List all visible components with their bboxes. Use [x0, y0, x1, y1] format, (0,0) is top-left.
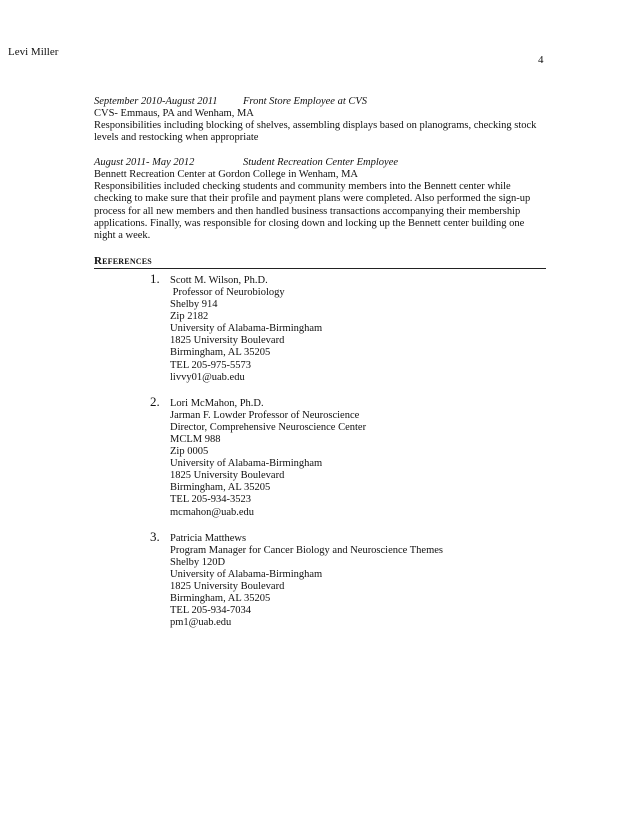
job-entry — [94, 96, 546, 144]
reference-line: Shelby 120D — [170, 556, 226, 568]
reference-number: 3. — [150, 528, 160, 544]
reference-email: mcmahon@uab.edu — [170, 506, 255, 518]
reference-line: 1825 University Boulevard — [170, 470, 285, 482]
reference-line: Zip 0005 — [170, 446, 209, 458]
reference-line: Shelby 914 — [170, 299, 218, 311]
job-entry — [94, 157, 546, 242]
reference-phone: TEL 205-934-3523 — [170, 494, 251, 506]
job-description — [94, 181, 546, 241]
job-dates: August 2011- May 2012 — [94, 157, 195, 169]
header-name: Levi Miller — [8, 46, 59, 58]
reference-line: 1825 University Boulevard — [170, 335, 285, 347]
reference-email: livvy01@uab.edu — [170, 371, 245, 383]
description-line: night a week. — [94, 229, 151, 241]
reference-item — [150, 528, 546, 630]
references-heading-text: References — [94, 254, 152, 267]
reference-details — [170, 275, 546, 384]
description-line: applications. Finally, was responsible for closing down and locking up the Bennett center building one — [94, 217, 525, 229]
reference-phone: TEL 205-975-5573 — [170, 359, 251, 371]
resume-content — [94, 96, 546, 643]
job-location: Bennett Recreation Center at Gordon College in Wenham, MA — [94, 169, 359, 181]
reference-name: Patricia Matthews — [170, 532, 247, 544]
references-heading — [94, 255, 546, 269]
description-line: checking to make sure that their profile and payment plans were completed. Also performed the sign-up — [94, 193, 531, 205]
reference-line: Director, Comprehensive Neuroscience Center — [170, 421, 367, 433]
reference-number: 1. — [150, 270, 160, 286]
reference-details — [170, 533, 546, 630]
reference-line: Jarman F. Lowder Professor of Neuroscience — [170, 409, 360, 421]
reference-item — [150, 393, 546, 519]
reference-phone: TEL 205-934-7034 — [170, 605, 251, 617]
reference-name: Lori McMahon, Ph.D. — [170, 397, 264, 409]
reference-line: Professor of Neurobiology — [170, 286, 285, 298]
reference-number: 2. — [150, 393, 160, 409]
job-title: Front Store Employee at CVS — [243, 96, 368, 107]
description-line: process for all new members and then handled business transactions accompanying their membership — [94, 205, 521, 217]
reference-line: MCLM 988 — [170, 433, 221, 445]
reference-line: University of Alabama-Birmingham — [170, 458, 323, 470]
page-number: 4 — [538, 54, 544, 66]
reference-item — [150, 270, 546, 384]
job-header — [94, 96, 546, 108]
reference-line: University of Alabama-Birmingham — [170, 323, 323, 335]
reference-email: pm1@uab.edu — [170, 617, 232, 629]
reference-line: Birmingham, AL 35205 — [170, 593, 271, 605]
references-list — [94, 270, 546, 630]
job-location: CVS- Emmaus, PA and Wenham, MA — [94, 108, 254, 119]
job-dates: September 2010-August 2011 — [94, 96, 218, 107]
job-title: Student Recreation Center Employee — [243, 157, 399, 169]
job-header — [94, 157, 546, 169]
description-line: levels and restocking when appropriate — [94, 132, 259, 144]
reference-line: Program Manager for Cancer Biology and Neuroscience Themes — [170, 544, 444, 556]
job-description — [94, 120, 546, 144]
reference-details — [170, 398, 546, 519]
description-line: Responsibilities including blocking of shelves, assembling displays based on planograms, checking stock — [94, 120, 537, 132]
reference-line: Birmingham, AL 35205 — [170, 482, 271, 494]
reference-line: Birmingham, AL 35205 — [170, 347, 271, 359]
reference-line: 1825 University Boulevard — [170, 581, 285, 592]
reference-line: Zip 2182 — [170, 311, 209, 323]
reference-line: University of Alabama-Birmingham — [170, 568, 323, 580]
description-line: Responsibilities included checking students and community members into the Bennett center while — [94, 181, 511, 193]
reference-name: Scott M. Wilson, Ph.D. — [170, 274, 268, 286]
